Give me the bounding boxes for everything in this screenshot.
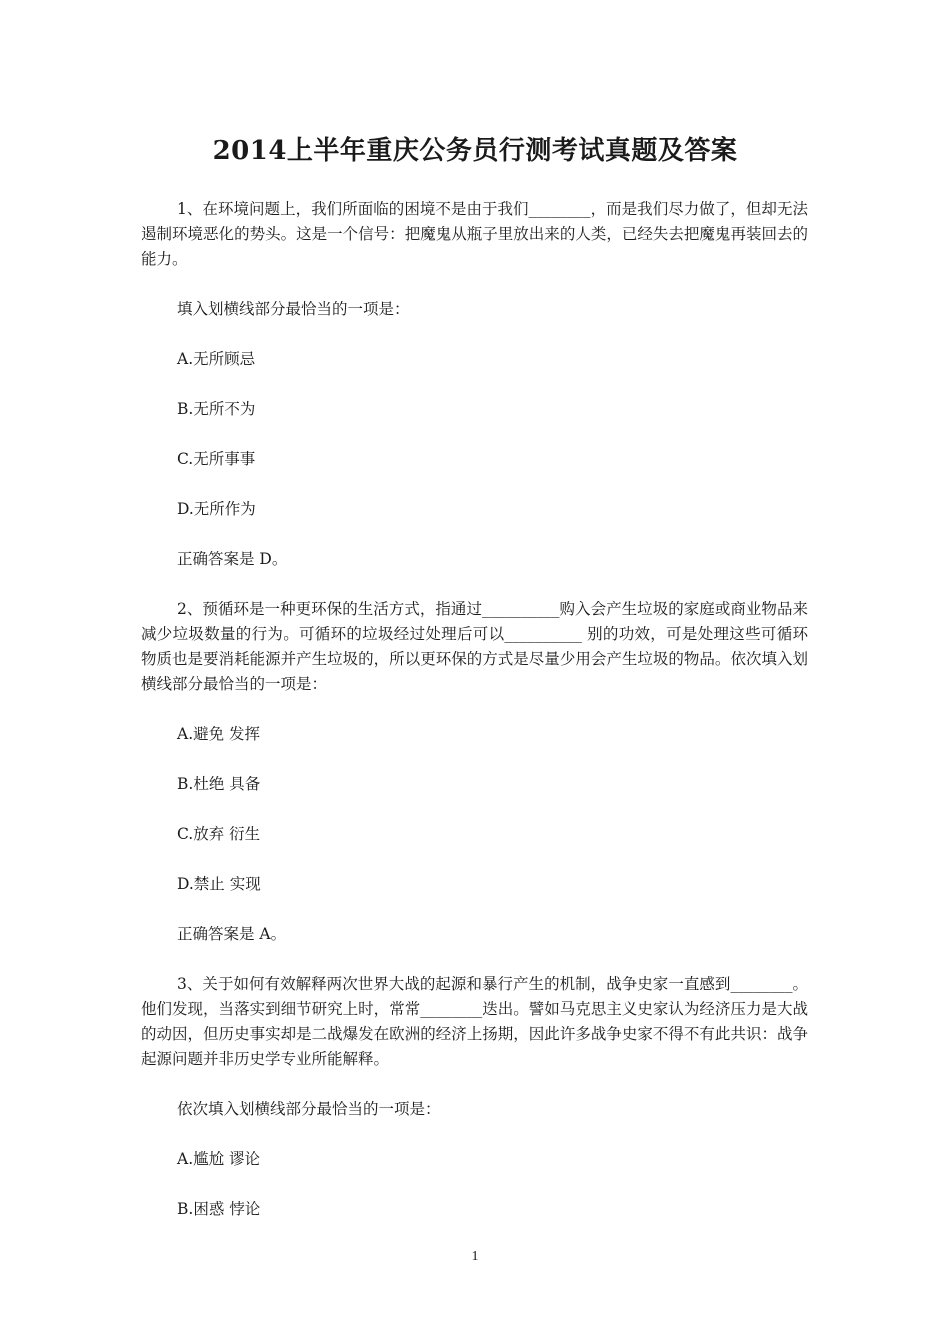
- document-body: [141, 197, 808, 1222]
- page-title: 2014上半年重庆公务员行测考试真题及答案: [212, 136, 738, 166]
- question-1-stem: 1、在环境问题上，我们所面临的困境不是由于我们________，而是我们尽力做了，但却无法遏制环境恶化的势头。这是一个信号：把魔鬼从瓶子里放出来的人类，已经失去把魔鬼再装回去的能力。: [141, 200, 808, 268]
- question-3-option-a: A.尴尬 谬论: [177, 1150, 261, 1168]
- question-1-answer: 正确答案是 D。: [177, 550, 288, 568]
- question-1-option-d: D.无所作为: [177, 500, 256, 518]
- question-2-option-a: A.避免 发挥: [177, 725, 261, 743]
- question-1-prompt: 填入划横线部分最恰当的一项是：: [177, 300, 410, 318]
- question-3-prompt: 依次填入划横线部分最恰当的一项是：: [177, 1100, 441, 1118]
- page-number: 1: [471, 1249, 479, 1264]
- question-1-option-c: C.无所事事: [177, 450, 256, 468]
- question-2-option-c: C.放弃 衍生: [177, 825, 261, 843]
- question-3-option-b: B.困惑 悖论: [177, 1200, 261, 1218]
- question-2-stem: 2、预循环是一种更环保的生活方式，指通过__________购入会产生垃圾的家庭或商业物品来减少垃圾数量的行为。可循环的垃圾经过处理后可以__________ 别的功效，可是处理这些可循环物质也是要消耗能源并产生垃圾的，所以更环保的方式是尽量少用会产生垃圾的物品。依次填入划横线部分最恰当的一项是：: [141, 600, 808, 693]
- question-2-option-b: B.杜绝 具备: [177, 775, 261, 793]
- question-1-option-a: A.无所顾忌: [177, 350, 256, 368]
- question-1-option-b: B.无所不为: [177, 400, 256, 418]
- question-2-answer: 正确答案是 A。: [177, 925, 287, 943]
- question-3-stem: 3、关于如何有效解释两次世界大战的起源和暴行产生的机制，战争史家一直感到________。他们发现，当落实到细节研究上时，常常________迭出。譬如马克思主义史家认为经济压力是大战的动因，但历史事实却是二战爆发在欧洲的经济上扬期，因此许多战争史家不得不有此共识：战争起源问题并非历史学专业所能解释。: [141, 975, 808, 1068]
- question-2-option-d: D.禁止 实现: [177, 875, 261, 893]
